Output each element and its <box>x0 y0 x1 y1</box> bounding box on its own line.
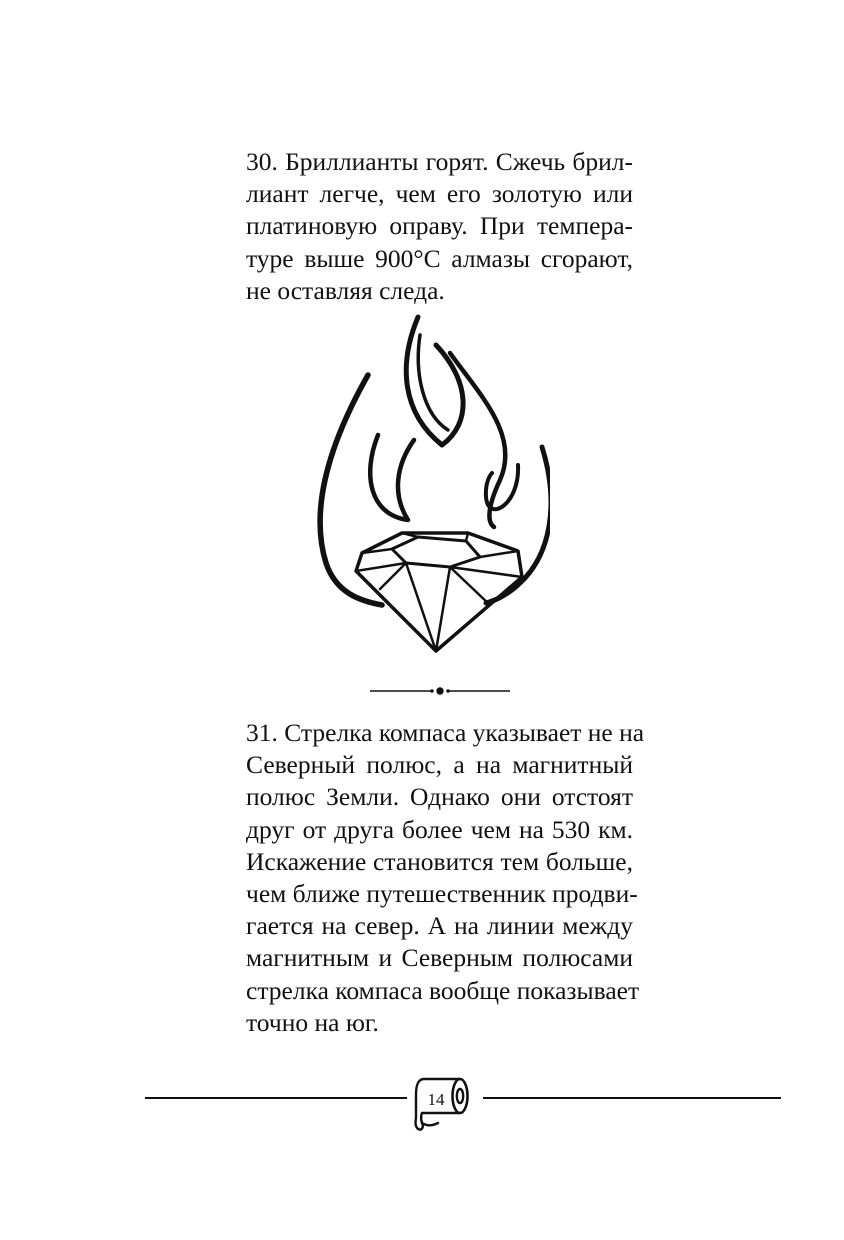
flame-center-inner <box>418 335 448 430</box>
text-line: 30. Бриллианты горят. Сжечь брил- <box>246 147 633 176</box>
text-line: Искажение становится тем больше, <box>246 846 633 876</box>
fact-31-paragraph <box>246 717 645 1039</box>
text-line: платиновую оправу. При темпера- <box>246 211 633 241</box>
text-line: туре выше 900°С алмазы сгорают, <box>246 243 633 273</box>
text-line: чем ближе путешественник продви- <box>246 879 638 909</box>
page-number: 14 <box>427 1090 445 1109</box>
text-line: магнитным и Северным полюсами <box>246 943 633 973</box>
text-line: стрелка компаса вообще показывает <box>246 975 640 1005</box>
text-line: Северный полюс, а на магнитный <box>246 750 633 780</box>
dot-divider-icon <box>370 684 510 698</box>
flame-center <box>406 317 463 445</box>
footer-rule-right <box>483 1097 781 1099</box>
text-line: лиант легче, чем его золотую или <box>246 179 633 209</box>
text-line: не оставляя следа. <box>246 275 445 305</box>
text-line: точно на юг. <box>246 1007 379 1037</box>
fact-30-paragraph <box>246 146 633 307</box>
text-line: гается на север. А на линии между <box>246 911 633 941</box>
diamond-facets <box>356 533 522 651</box>
burning-diamond-icon <box>310 305 550 655</box>
flame-inner-left <box>370 435 414 520</box>
text-line: друг от друга более чем на 530 км. <box>246 814 633 844</box>
footer-rule-left <box>145 1097 407 1099</box>
text-line: 31. Стрелка компаса указывает не на <box>246 718 645 747</box>
text-line: полюс Земли. Однако они отстоят <box>246 782 633 812</box>
